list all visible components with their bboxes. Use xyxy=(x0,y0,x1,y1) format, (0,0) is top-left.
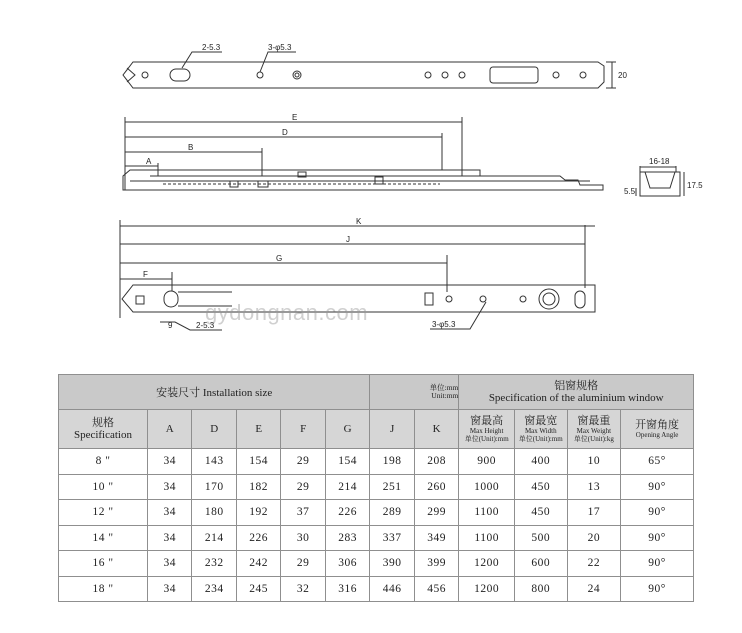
table-cell: 226 xyxy=(325,500,369,526)
top-height-label: 20 xyxy=(618,71,627,80)
col-f-header: F xyxy=(281,410,325,449)
table-cell: 450 xyxy=(514,500,567,526)
table-cell: 17 xyxy=(567,500,621,526)
profile-view xyxy=(636,166,684,196)
table-row xyxy=(59,525,694,551)
top-holes-label: 3-φ5.3 xyxy=(268,43,292,52)
table-cell: 154 xyxy=(236,449,280,475)
table-cell: 90° xyxy=(621,500,694,526)
dim-a-label: A xyxy=(146,157,152,166)
max-width-header: 窗最宽 Max Width 单位(Unit):mm xyxy=(514,410,567,449)
table-cell: 32 xyxy=(281,576,325,602)
table-cell: 1200 xyxy=(459,576,515,602)
table-cell: 13 xyxy=(567,474,621,500)
table-cell: 10 " xyxy=(59,474,148,500)
table-cell: 170 xyxy=(192,474,236,500)
table-cell: 10 xyxy=(567,449,621,475)
table-cell: 30 xyxy=(281,525,325,551)
table-cell: 900 xyxy=(459,449,515,475)
table-cell: 349 xyxy=(414,525,459,551)
table-cell: 214 xyxy=(325,474,369,500)
table-cell: 24 xyxy=(567,576,621,602)
table-cell: 289 xyxy=(370,500,414,526)
table-cell: 226 xyxy=(236,525,280,551)
table-cell: 90° xyxy=(621,525,694,551)
dim-j-label: J xyxy=(346,235,350,244)
installation-size-header: 安装尺寸 Installation size xyxy=(59,375,370,410)
table-cell: 29 xyxy=(281,449,325,475)
max-height-header: 窗最高 Max Height 单位(Unit):mm xyxy=(459,410,515,449)
table-row xyxy=(59,576,694,602)
table-cell: 22 xyxy=(567,551,621,577)
top-bar-view xyxy=(123,52,616,88)
table-cell: 34 xyxy=(147,551,191,577)
dim-d-label: D xyxy=(282,128,288,137)
dim-b-label: B xyxy=(188,143,194,152)
table-cell: 242 xyxy=(236,551,280,577)
table-cell: 34 xyxy=(147,474,191,500)
table-cell: 14 " xyxy=(59,525,148,551)
table-cell: 18 " xyxy=(59,576,148,602)
table-cell: 90° xyxy=(621,474,694,500)
table-cell: 65° xyxy=(621,449,694,475)
side-view xyxy=(123,117,603,190)
table-cell: 214 xyxy=(192,525,236,551)
table-cell: 34 xyxy=(147,576,191,602)
table-cell: 29 xyxy=(281,474,325,500)
table-cell: 234 xyxy=(192,576,236,602)
table-cell: 192 xyxy=(236,500,280,526)
table-cell: 390 xyxy=(370,551,414,577)
table-cell: 299 xyxy=(414,500,459,526)
top-slot-label: 2-5.3 xyxy=(202,43,221,52)
spec-col-header: 规格 Specification xyxy=(59,410,148,449)
col-a-header: A xyxy=(147,410,191,449)
unit-header: 单位:mm Unit:mm xyxy=(370,375,459,410)
dim-k-label: K xyxy=(356,217,362,226)
table-cell: 1100 xyxy=(459,500,515,526)
window-spec-header: 铝窗规格 Specification of the aluminium window xyxy=(459,375,694,410)
bottom-slot-label: 2-5.3 xyxy=(196,321,215,330)
dim-e-label: E xyxy=(292,113,298,122)
table-cell: 232 xyxy=(192,551,236,577)
table-cell: 34 xyxy=(147,525,191,551)
table-cell: 34 xyxy=(147,500,191,526)
table-cell: 306 xyxy=(325,551,369,577)
opening-angle-header: 开窗角度 Opening Angle xyxy=(621,410,694,449)
table-cell: 600 xyxy=(514,551,567,577)
table-cell: 446 xyxy=(370,576,414,602)
table-cell: 800 xyxy=(514,576,567,602)
table-cell: 1000 xyxy=(459,474,515,500)
dim-f-label: F xyxy=(143,270,148,279)
table-cell: 1100 xyxy=(459,525,515,551)
table-row xyxy=(59,500,694,526)
table-cell: 456 xyxy=(414,576,459,602)
table-cell: 1200 xyxy=(459,551,515,577)
table-cell: 400 xyxy=(514,449,567,475)
col-j-header: J xyxy=(370,410,414,449)
dim-g-label: G xyxy=(276,254,283,263)
col-k-header: K xyxy=(414,410,459,449)
table-cell: 245 xyxy=(236,576,280,602)
specification-table xyxy=(58,374,694,602)
table-cell: 20 xyxy=(567,525,621,551)
table-cell: 500 xyxy=(514,525,567,551)
table-cell: 251 xyxy=(370,474,414,500)
table-cell: 337 xyxy=(370,525,414,551)
table-cell: 143 xyxy=(192,449,236,475)
table-cell: 283 xyxy=(325,525,369,551)
table-row xyxy=(59,551,694,577)
table-row xyxy=(59,449,694,475)
table-cell: 208 xyxy=(414,449,459,475)
col-e-header: E xyxy=(236,410,280,449)
table-cell: 399 xyxy=(414,551,459,577)
table-cell: 34 xyxy=(147,449,191,475)
bottom-holes-label: 3-φ5.3 xyxy=(432,320,456,329)
table-cell: 90° xyxy=(621,576,694,602)
table-cell: 182 xyxy=(236,474,280,500)
table-cell: 450 xyxy=(514,474,567,500)
table-cell: 90° xyxy=(621,551,694,577)
profile-width-label: 16-18 xyxy=(649,157,670,166)
table-cell: 12 " xyxy=(59,500,148,526)
table-row xyxy=(59,474,694,500)
table-cell: 180 xyxy=(192,500,236,526)
table-cell: 154 xyxy=(325,449,369,475)
dim-nine-label: 9 xyxy=(168,321,173,330)
table-cell: 260 xyxy=(414,474,459,500)
table-cell: 8 " xyxy=(59,449,148,475)
table-cell: 316 xyxy=(325,576,369,602)
table-cell: 198 xyxy=(370,449,414,475)
col-d-header: D xyxy=(192,410,236,449)
table-cell: 37 xyxy=(281,500,325,526)
watermark: gydongnan.com xyxy=(205,300,369,325)
table-cell: 29 xyxy=(281,551,325,577)
profile-offset-label: 5.5 xyxy=(624,187,636,196)
table-cell: 16 " xyxy=(59,551,148,577)
col-g-header: G xyxy=(325,410,369,449)
profile-height-label: 17.5 xyxy=(687,181,703,190)
max-weight-header: 窗最重 Max Weight 单位(Unit):kg xyxy=(567,410,621,449)
